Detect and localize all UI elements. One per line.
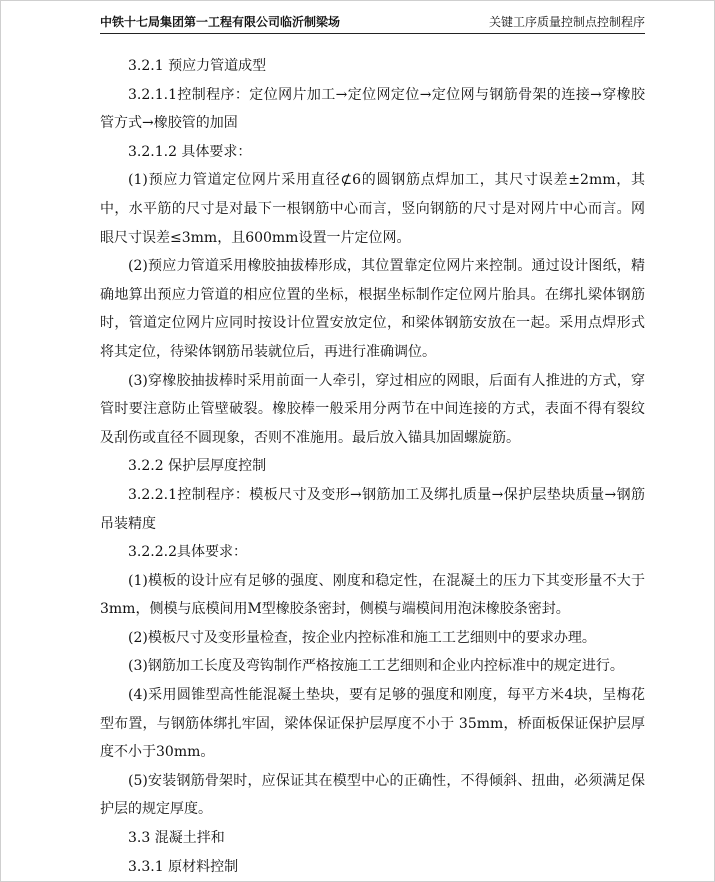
body-paragraph: (5)安装钢筋骨架时，应保证其在模型中心的正确性，不得倾斜、扭曲，必须满足保护层的规定厚度。	[100, 772, 645, 818]
body-paragraph: (3)钢筋加工长度及弯钩制作严格按施工工艺细则和企业内控标准中的规定进行。	[128, 658, 624, 675]
body-paragraph: 3.2.1.1控制程序：定位网片加工→定位网定位→定位网与钢筋骨架的连接→穿橡胶管方式→橡胶管的加固	[100, 86, 645, 132]
section-heading: 3.2.2.2具体要求：	[128, 544, 247, 561]
section-heading: 3.2.1.2 具体要求：	[128, 143, 252, 160]
body-paragraph: 3.2.2.1控制程序：模板尺寸及变形→钢筋加工及绑扎质量→保护层垫块质量→钢筋吊装精度	[100, 486, 645, 532]
body-paragraph: (2)模板尺寸及变形量检查，按企业内控标准和施工工艺细则中的要求办理。	[128, 629, 596, 646]
section-heading: 3.3 混凝土拌和	[128, 830, 225, 847]
body-paragraph: (4)采用圆锥型高性能混凝土垫块，要有足够的强度和刚度，每平方米4块，呈梅花型布置，与钢筋体绑扎牢固，梁体保证保护层厚度不小于 35mm，桥面板保证保护层厚度不小于30mm。	[100, 687, 645, 761]
body-paragraph: (2)预应力管道采用橡胶抽拔棒形成，其位置靠定位网片来控制。通过设计图纸，精确地算出预应力管道的相应位置的坐标，根据坐标制作定位网片胎具。在绑扎梁体钢筋时，管道定位网片应同时按设计位置安放定位，和梁体钢筋安放在一起。采用点焊形式将其定位，待梁体钢筋吊装就位后，再进行准确调位。	[100, 258, 645, 360]
header-company: 中铁十七局集团第一工程有限公司临沂制梁场	[100, 15, 341, 29]
document-body	[100, 52, 645, 881]
body-paragraph: (3)穿橡胶抽拔棒时采用前面一人牵引，穿过相应的网眼，后面有人推进的方式，穿管时要注意防止管壁破裂。橡胶棒一般采用分两节在中间连接的方式，表面不得有裂纹及刮伤或直径不圆现象，否则不准施用。最后放入锚具加固螺旋筋。	[100, 372, 645, 446]
section-heading: 3.2.1 预应力管道成型	[128, 58, 267, 74]
page-header	[100, 10, 645, 34]
body-paragraph: (1)预应力管道定位网片采用直径⊄6的圆钢筋点焊加工，其尺寸误差±2mm，其中，水平筋的尺寸是对最下一根钢筋中心而言，竖向钢筋的尺寸是对网片中心而言。网眼尺寸误差≤3mm，且600mm设置一片定位网。	[100, 172, 645, 246]
body-paragraph: (1)模板的设计应有足够的强度、刚度和稳定性，在混凝土的压力下其变形量不大于3mm，侧模与底模间用M型橡胶条密封，侧模与端模间用泡沫橡胶条密封。	[100, 572, 645, 618]
section-heading: 3.3.1 原材料控制	[128, 858, 239, 875]
header-doc-title: 关键工序质量控制点控制程序	[488, 15, 645, 29]
section-heading: 3.2.2 保护层厚度控制	[128, 458, 267, 475]
